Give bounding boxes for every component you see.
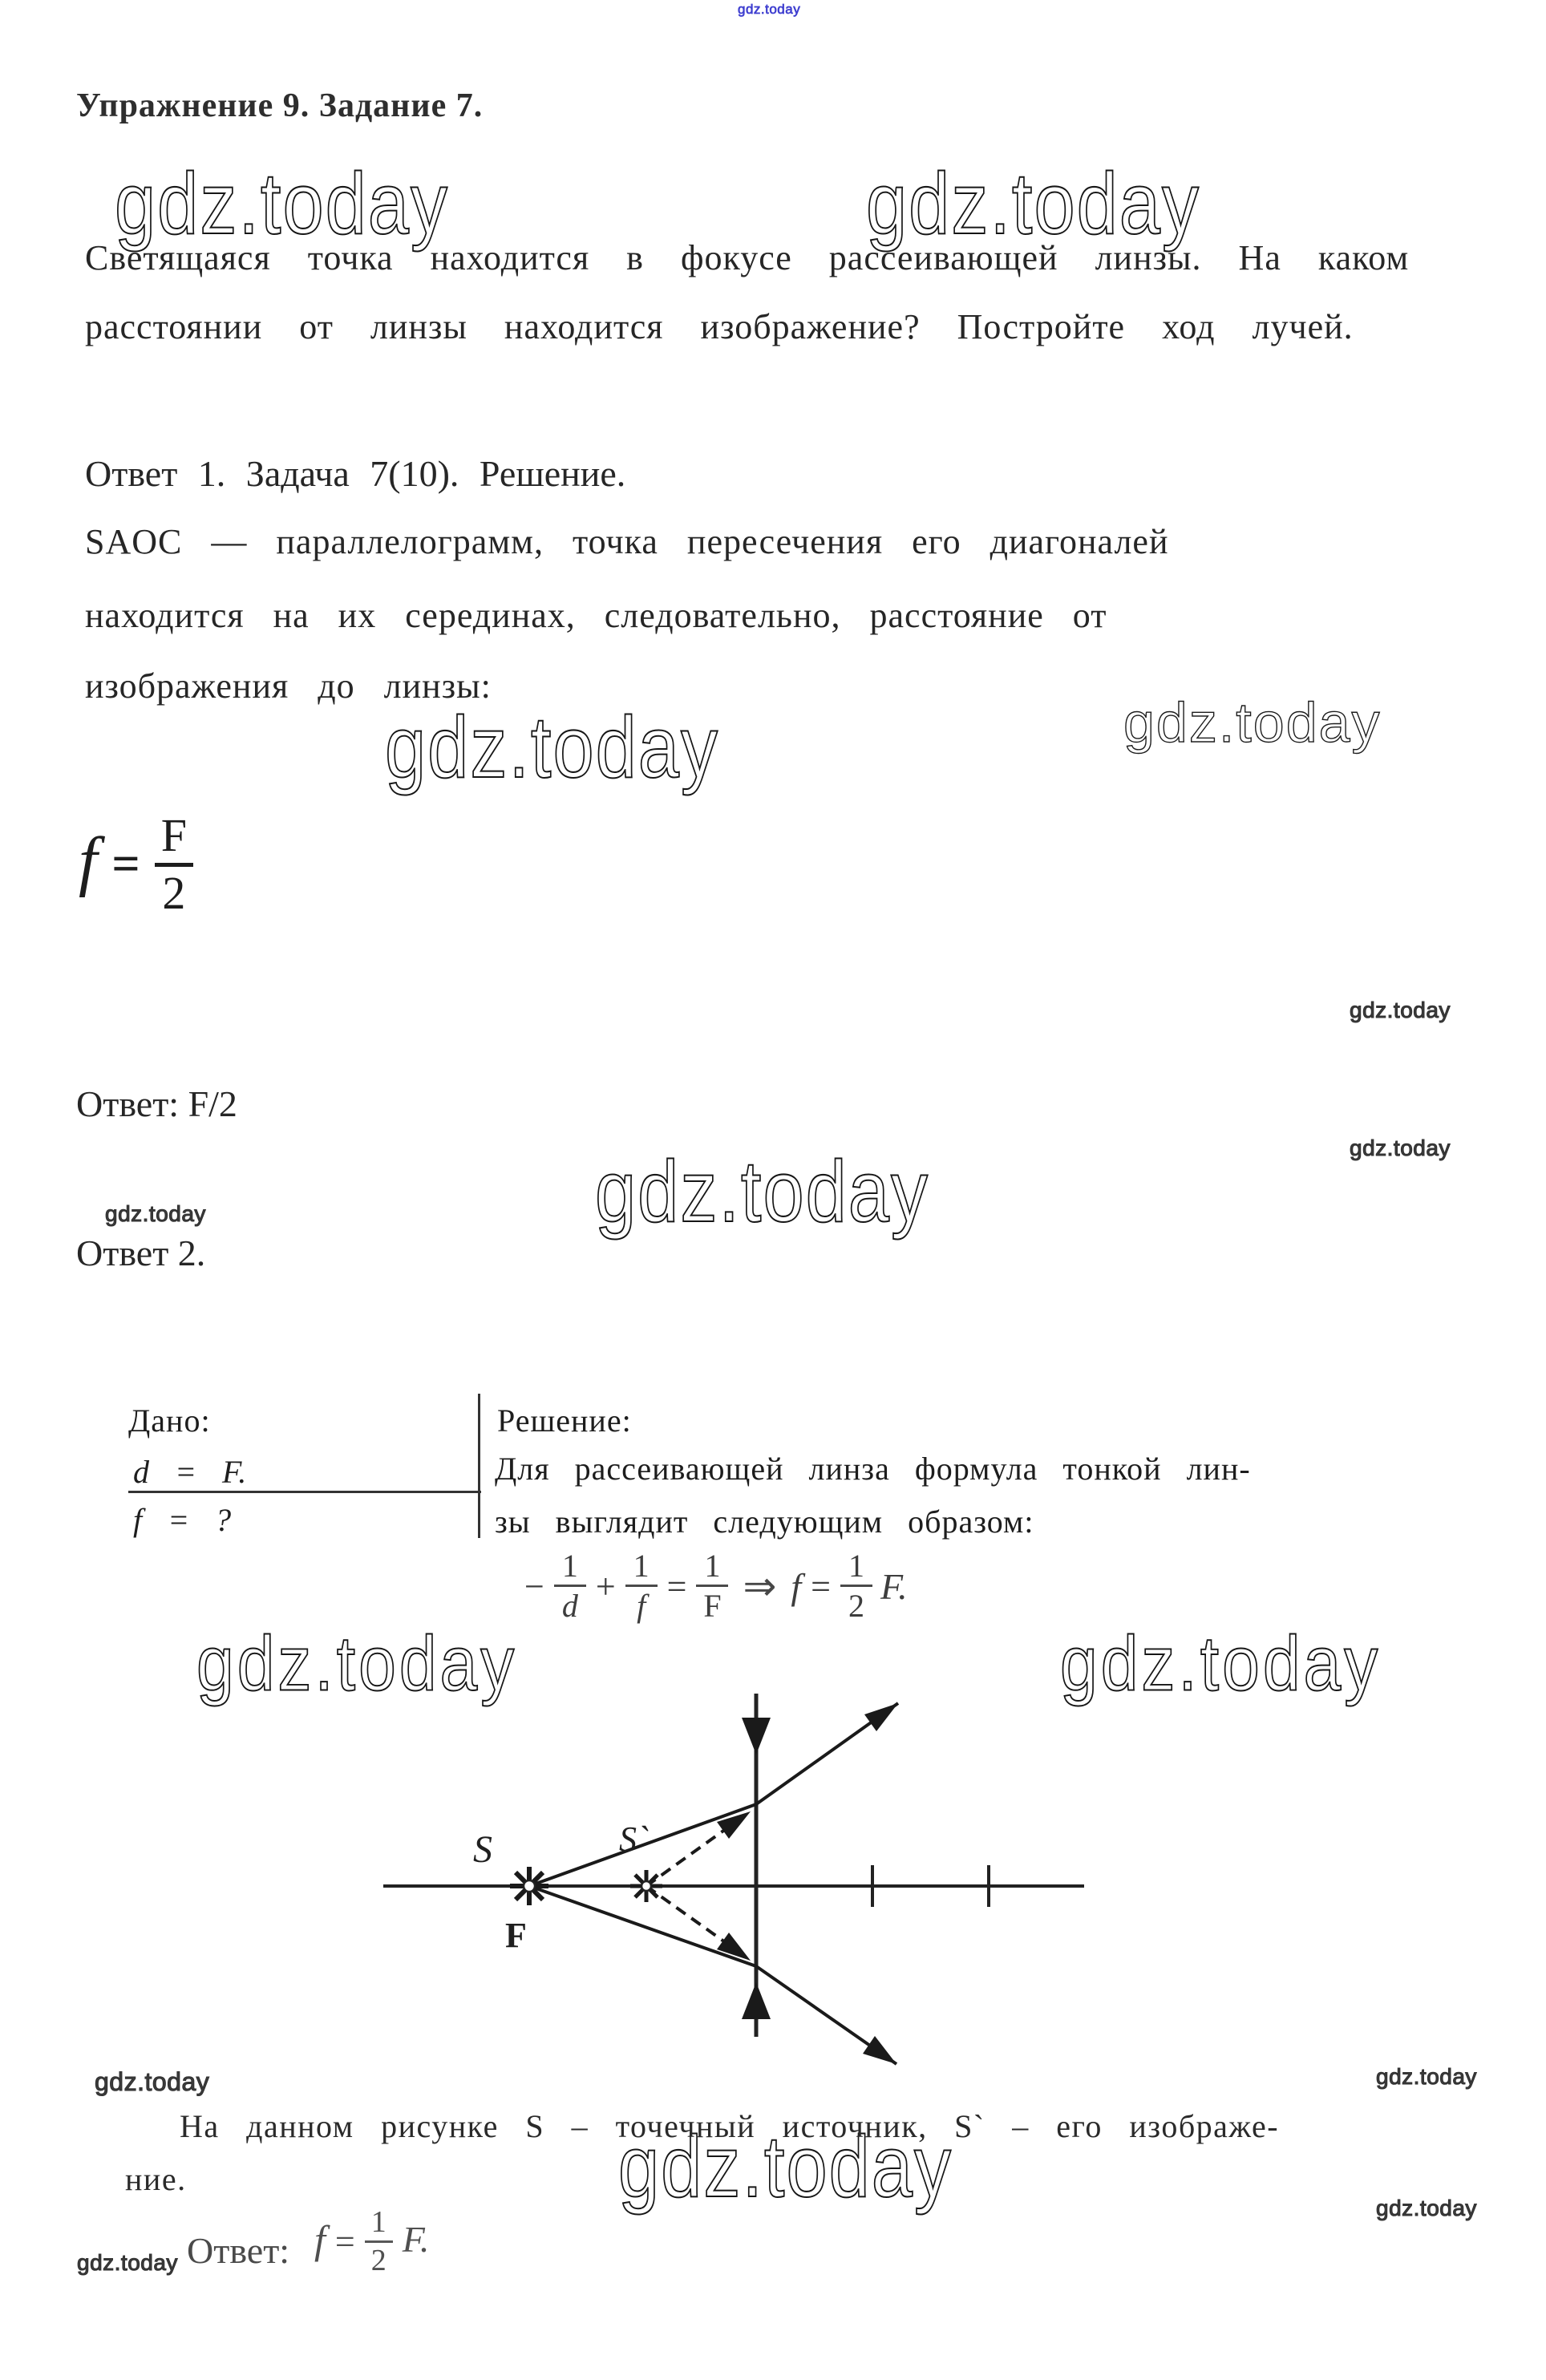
equals-sign: = [334, 2222, 355, 2262]
answer1-heading: Ответ 1. Задача 7(10). Решение. [85, 453, 626, 494]
arrowhead-icon [717, 1933, 751, 1961]
formula-variable-f: f [79, 823, 98, 898]
fraction-denominator: F [703, 1588, 722, 1624]
ray-incident-lower [529, 1886, 756, 1966]
fraction-1-over-F [696, 1549, 728, 1623]
formula-variable-f: f [314, 2216, 326, 2262]
solution-text-line: зы выглядит следующим образом: [495, 1504, 1034, 1540]
formula-variable-F: F. [402, 2219, 430, 2261]
equals-sign: = [666, 1566, 687, 1606]
page-title: Упражнение 9. Задание 7. [76, 87, 484, 124]
formula-f-equals-F-over-2 [79, 809, 193, 919]
fraction-numerator: 1 [625, 1549, 658, 1587]
given-condition: d = F. [133, 1454, 248, 1490]
arrowhead-icon [864, 1703, 898, 1731]
watermark-gdz-today: gdz.today [738, 2, 801, 17]
watermark-gdz-today: gdz.today [1350, 1135, 1451, 1160]
watermark-gdz-today: gdz.today [1376, 2196, 1477, 2220]
answer2-heading: Ответ 2. [76, 1232, 206, 1273]
watermark-gdz-today: gdz.today [105, 1201, 206, 1226]
minus-sign: − [524, 1566, 544, 1606]
given-label: Дано: [128, 1402, 211, 1439]
problem-text-line: Светящаяся точка находится в фокусе рассеивающей линзы. На каком [85, 238, 1410, 277]
final-answer-label: Ответ: [187, 2230, 290, 2271]
label-source-S: S [473, 1828, 492, 1871]
watermark-gdz-today: gdz.today [595, 1143, 929, 1241]
watermark-gdz-today: gdz.today [1060, 1620, 1382, 1707]
answer1-body-line: изображения до линзы: [85, 666, 492, 706]
fraction-numerator: 1 [840, 1549, 872, 1587]
fraction-1-over-d [554, 1549, 586, 1623]
watermark-gdz-today: gdz.today [77, 2250, 178, 2275]
figure-caption-line: На данном рисунке S – точечный источник, S` – его изображе- [180, 2108, 1280, 2144]
watermark-gdz-today: gdz.today [196, 1620, 518, 1707]
fraction-numerator: 1 [554, 1549, 586, 1587]
lens-bottom-arrow-icon [742, 1982, 771, 2019]
watermark-gdz-today: gdz.today [1123, 691, 1382, 754]
problem-text-line: расстоянии от линзы находится изображение? Постройте ход лучей. [85, 307, 1354, 346]
fraction-1-over-2 [840, 1549, 872, 1623]
fraction-denominator: f [637, 1588, 646, 1624]
fraction-1-over-f [625, 1549, 658, 1623]
implies-arrow: ⇒ [743, 1564, 777, 1609]
fraction-denominator: 2 [162, 866, 186, 919]
given-solution-divider [478, 1394, 480, 1538]
fraction-denominator: d [561, 1588, 578, 1624]
solution-text-line: Для рассеивающей линза формула тонкой лин- [495, 1451, 1251, 1487]
answer1-body-line: находится на их серединах, следовательно, расстояние от [85, 596, 1107, 635]
watermark-gdz-today: gdz.today [618, 2119, 953, 2216]
label-image-S-prime: S` [619, 1819, 649, 1859]
fraction-denominator: 2 [370, 2243, 386, 2277]
watermark-gdz-today: gdz.today [1350, 998, 1451, 1022]
point-source-marker [510, 1867, 548, 1905]
watermark-gdz-today: gdz.today [1376, 2064, 1477, 2089]
watermark-gdz-today: gdz.today [115, 156, 449, 253]
fraction-F-over-2 [155, 809, 193, 919]
figure-caption-line: ние. [125, 2161, 187, 2197]
fraction-numerator: 1 [365, 2207, 393, 2243]
answer1-result: Ответ: F/2 [76, 1083, 237, 1124]
lens-top-arrow-icon [742, 1718, 771, 1755]
plus-sign: + [595, 1566, 616, 1606]
answer1-body-line: SAOC — параллелограмм, точка пересечения его диагоналей [85, 522, 1169, 561]
given-underline [128, 1491, 481, 1493]
arrowhead-icon [863, 2036, 896, 2064]
solution-label: Решение: [497, 1402, 632, 1439]
formula-variable-F: F. [880, 1565, 908, 1607]
fraction-denominator: 2 [848, 1588, 864, 1624]
fraction-numerator: F [155, 812, 193, 867]
equals-sign: = [811, 1566, 831, 1606]
fraction-1-over-2 [365, 2207, 393, 2277]
given-question: f = ? [133, 1502, 233, 1538]
watermark-gdz-today: gdz.today [385, 699, 719, 796]
label-focus-F: F [505, 1916, 527, 1955]
watermark-gdz-today: gdz.today [866, 156, 1200, 253]
formula-variable-f: f [791, 1565, 802, 1607]
fraction-numerator: 1 [696, 1549, 728, 1587]
image-point-marker [630, 1870, 662, 1902]
watermark-gdz-today: gdz.today [95, 2067, 210, 2096]
equals-sign: = [111, 836, 140, 892]
thin-lens-formula [523, 1549, 908, 1623]
ray-diagram [353, 1680, 1107, 2081]
final-answer-formula [314, 2207, 429, 2277]
